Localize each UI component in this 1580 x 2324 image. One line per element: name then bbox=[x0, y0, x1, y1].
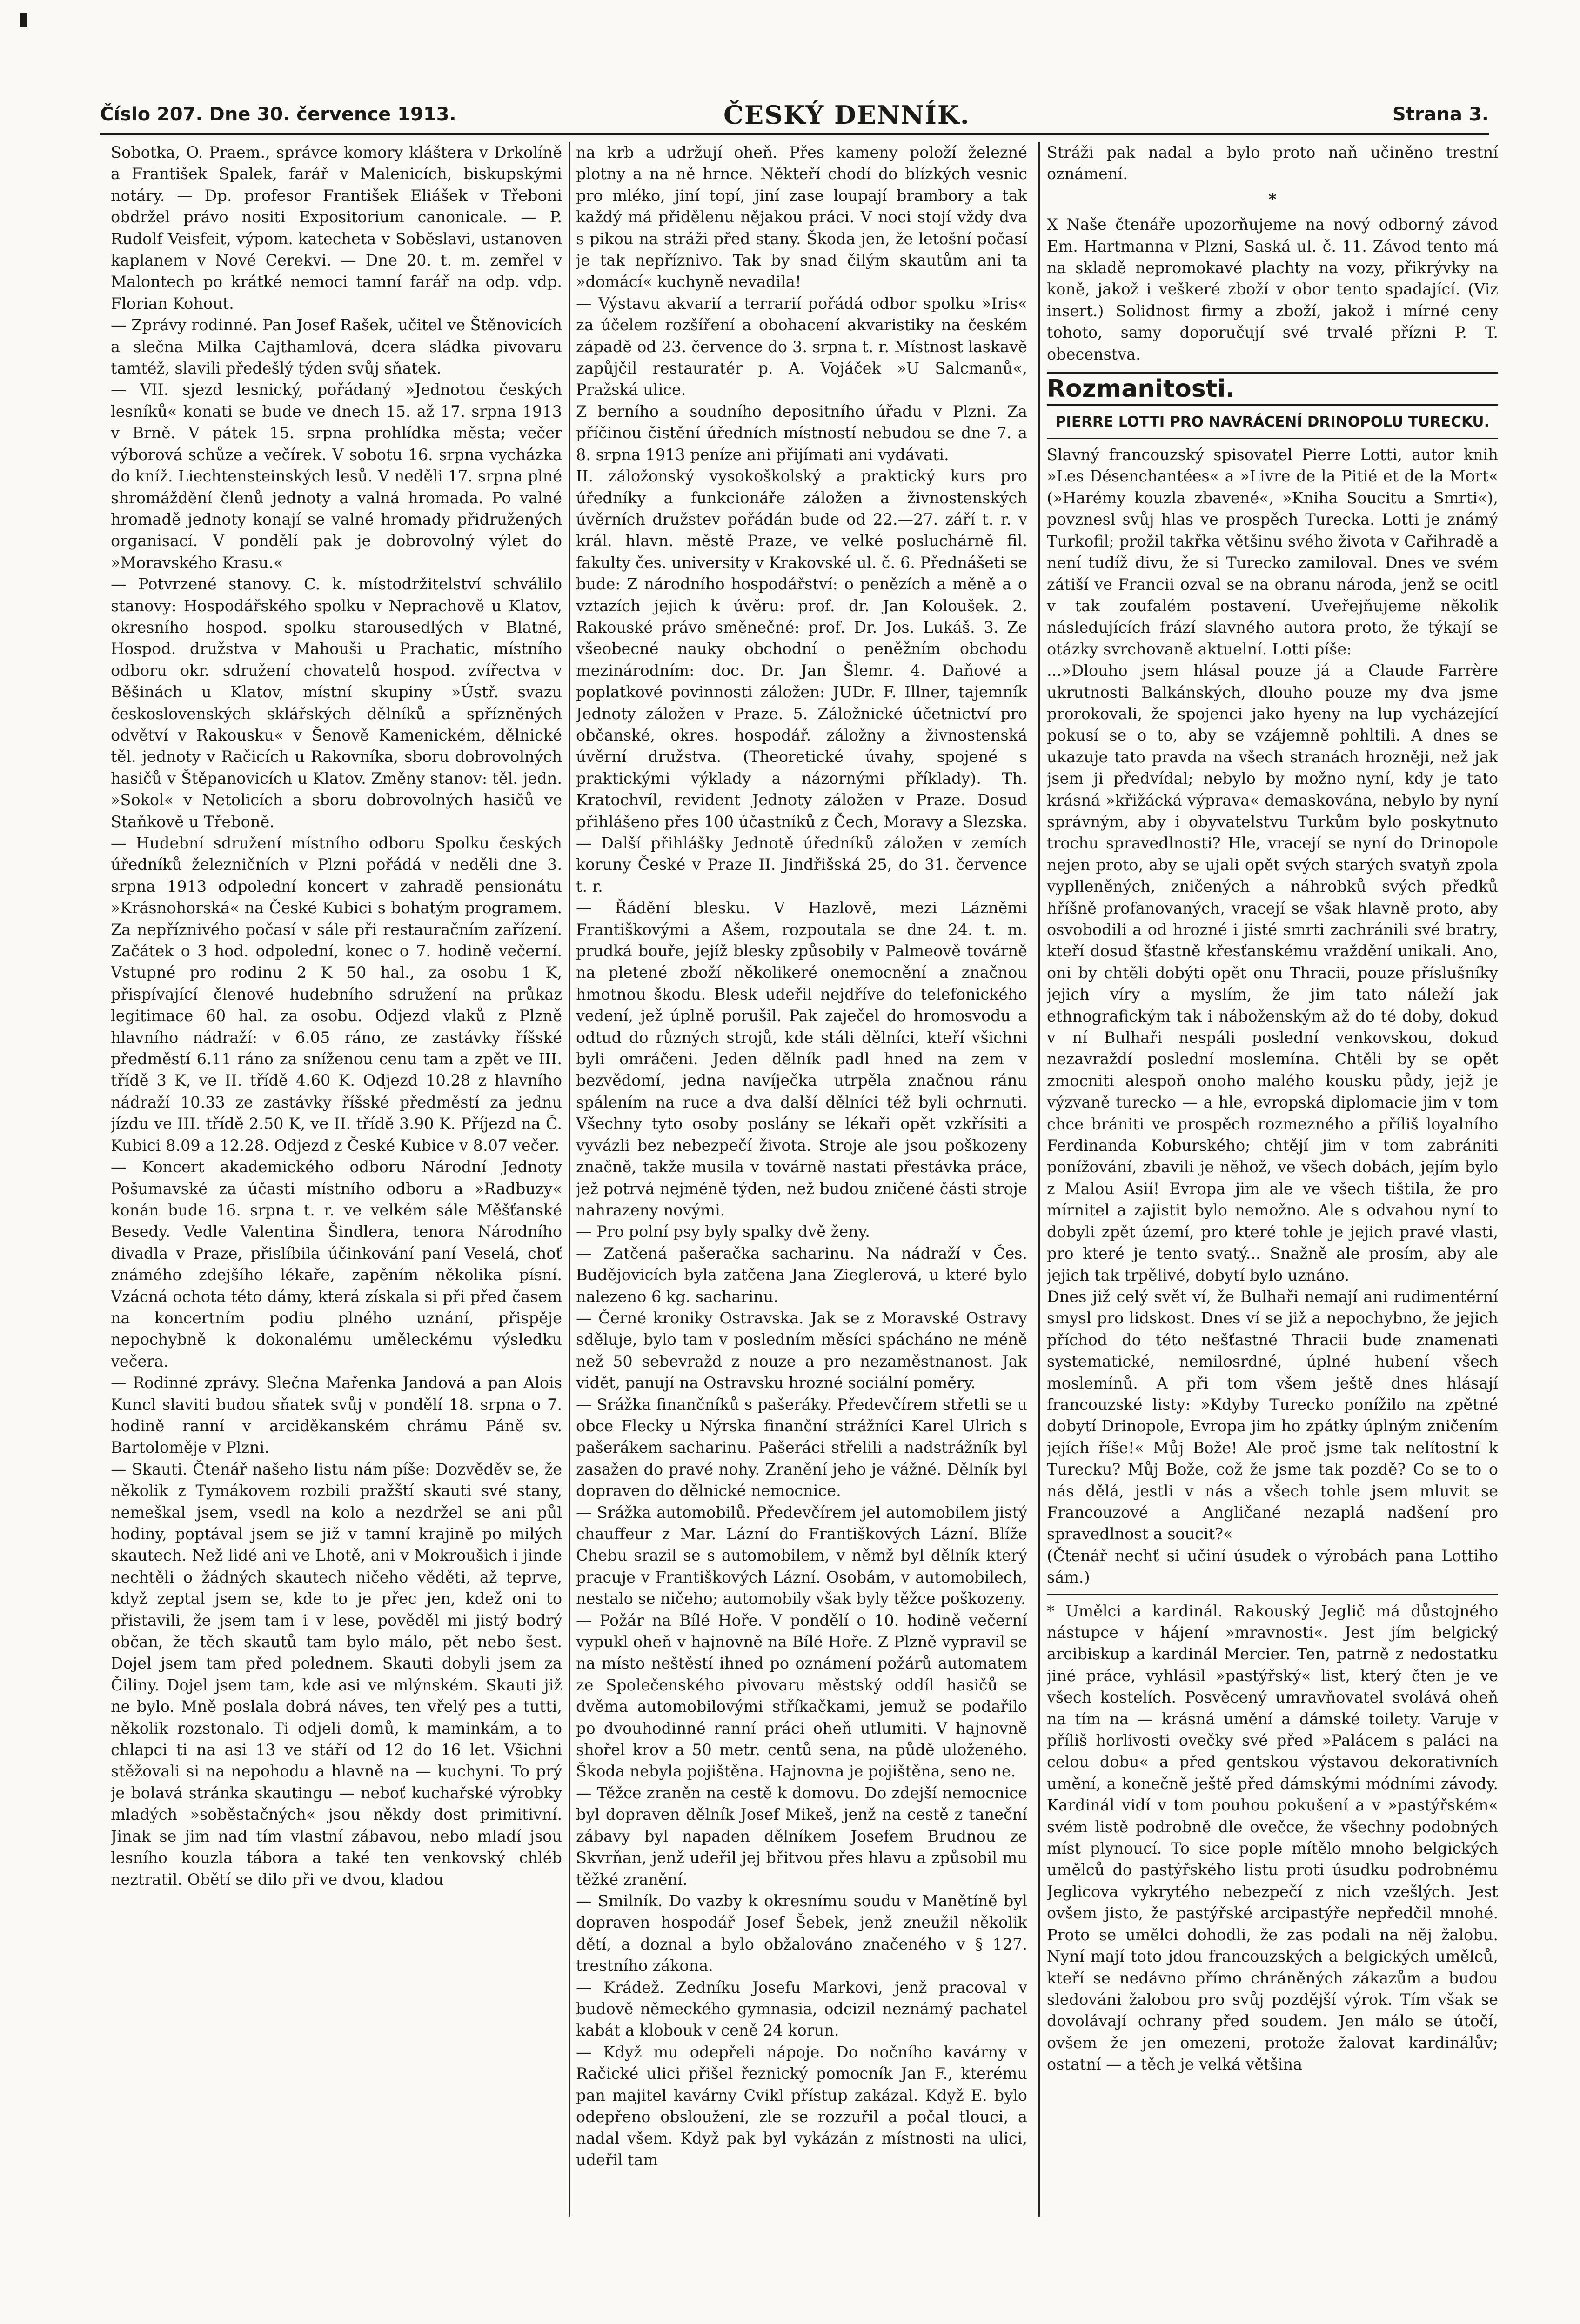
article-paragraph: Sobotka, O. Praem., správce komory kláštera v Drkolíně a František Spalek, farář v Malenicích, biskupskými notáry. — Dp. profesor František Eliášek v Třeboni obdržel právo nositi Expositorium canonicale. — P. Rudolf Veisfeit, výpom. katecheta v Soběslavi, ustanoven kaplanem v Nové Cerekvi. — Dne 20. t. m. zemřel v Malontech po krátké nemoci tamní farář na odp. vdp. Florian Kohout. bbox=[111, 143, 562, 313]
article-paragraph: * Umělci a kardinál. Rakouský Jeglič má důstojného nástupce v hájení »mravnosti«. Jest jím belgický arcibiskup a kardinál Mercier. Ten, patrně z nedostatku jiné práce, vyhlásil »pastýřský« list, který čten je ve všech kostelích. Posvěcený umravňovatel svolává oheň na tím na — krásná umění a dámské toilety. Varuje v příliš horlivosti ovečky své před »Palácem s paláci na celou dobu« a před gentskou výstavou dekorativních umění, a konečně ještě před dámskými módními závody. Kardinál vidí v tom pouhou pokušení a v »pastýřském« svém listě podrobně dle ovečce, že všechny podobných míst plynoucí. To sice pople mítělo mnoho belgických umělců do pastýřského listu proti úsudku podrobnému Jeglicova vykrytého nebezpečí z nich vzešlých. Jest ovšem jisto, že pastýřské arcipastýře nepředčil mnohé. Proto se umělci dohodli, že zas podali na něj žalobu. Nyní mají toto jdou francouzských a belgických umělců, kteří se nedávno přímo chráněných zákazům a budou sledováni žalobou pro svůj pozdější výrok. Tím však se dovolávají ochrany před soudem. Jen málo se útočí, ovšem že jen omezeni, protože žalovat kardinálův; ostatní — a těch je velká většina bbox=[1047, 1602, 1498, 2074]
article-paragraph: — Pro polní psy byly spalky dvě ženy. bbox=[576, 1222, 870, 1241]
article-paragraph: — Požár na Bílé Hoře. V pondělí o 10. hodině večerní vypukl oheň v hajnovně na Bílé Hoře. Z Plzně vypravil se na místo neštěstí ihned po oznámení požárů automatem ze Společenského pivovaru městský oddíl hasičů se dvěma automobilovými stříkačkami, jemuž se podařilo po dvouhodinné ranní práci oheň utlumiti. V hajnovně shořel krov a 50 metr. centů sena, na půdě uloženého. Škoda nebyla pojištěna. Hajnovna je pojištěna, seno ne. bbox=[576, 1611, 1027, 1781]
issue-date bbox=[100, 104, 456, 125]
section-title: Rozmanitosti. bbox=[1047, 372, 1498, 406]
article-paragraph: (Čtenář nechť si učiní úsudek o výrobách pana Lottiho sám.) bbox=[1047, 1546, 1498, 1587]
article-paragraph: — Potvrzené stanovy. C. k. místodržitelství schválilo stanovy: Hospodářského spolku v Neprachově u Klatov, okresního hospod. spolku starousedlých v Blatné, Hospod. družstva v Mahouši u Prachatic, místního odboru okr. sdružení chovatelů hospod. zvířectva v Běšinách u Klatov, místní skupiny »Ústř. svazu československých sklářských dělníků a spřízněných odvětví v Rakousku« v Šenově Kamenickém, dělnické těl. jednoty v Račicích u Rakovníka, sboru dobrovolných hasičů v Štěpanovicích u Klatov. Změny stanov: těl. jedn. »Sokol« v Netolicích a sboru dobrovolných hasičů ve Staňkově u Třeboně. bbox=[111, 575, 562, 831]
article-paragraph: — Hudební sdružení místního odboru Spolku českých úředníků železničních v Plzni pořádá v neděli dne 3. srpna 1913 odpolední koncert v zahradě pensionátu »Krásnohorská« na České Kubici s bohatým programem. Za nepříznivého počasí v sále při restauračním zařízení. Začátek o 3 hod. odpolední, konec o 7. hodině večerní. Vstupné pro rodinu 2 K 50 hal., za osobu 1 K, přispívající členové hudebního sdružení na průkaz legitimace 60 hal. za osobu. Odjezd vlaků z Plzně hlavního nádraží: v 6.05 ráno, ze zastávky říšské předměstí 6.11 ráno za sníženou cenu tam a zpět ve III. třídě 3 K, ve II. třídě 4.60 K. Odjezd 10.28 z hlavního nádraží 10.33 ze zastávky říšské předměstí za jednu jízdu ve III. třídě 2.50 K, ve II. třídě 3.90 K. Příjezd na Č. Kubici 8.09 a 12.28. Odjezd z České Kubice v 8.07 večer. bbox=[111, 834, 562, 1155]
article-paragraph: — Koncert akademického odboru Národní Jednoty Pošumavské za účasti místního odboru a »Radbuzy« konán bude 16. srpna t. r. ve velkém sále Měšťanské Besedy. Vedle Valentina Šindlera, tenora Národního divadla v Praze, přislíbila účinkování paní Veselá, choť známého zdejšího lékaře, zapěním několika písní. Vzácná ochota této dámy, která získala si při před časem na koncertním podiu plného uznání, přispěje nepochybně k dokonalému uměleckému výsledku večera. bbox=[111, 1158, 562, 1370]
advertisement-notice: X Naše čtenáře upozorňujeme na nový odborný závod Em. Hartmanna v Plzni, Saská ul. č. 11. Závod tento má na skladě nepromokavé plachty na vozy, přikrývky na koně, jakož i veškeré zboží v obor tento spadající. (Viz insert.) Solidnost firmy a zboží, jakož i mírné ceny tohoto, samy doporučují své trvalé přízni P. T. obecenstva. bbox=[1047, 215, 1498, 363]
article-paragraph: Dnes již celý svět ví, že Bulhaři nemají ani rudimentérní smysl pro lidskost. Dnes ví se již a nepochybno, že jejich příchod do této nešťastné Thracii bude znamenati systematické, nemilosrdné, úplné hubení všech moslemínů. A při tom všem ještě dnes hlásají francouzské listy: »Kdyby Turecko ponížilo na zpětné dobytí Drinopole, Evropa jim ho zpátky úplným zničením jejích říše!« Můj Bože! Ale proč jsme tak nelítostní k Turecku? Můj Bože, což že jsme tak pozdě? Co se to o nás dělá, jestli v nás a všech tohle jsem mluvit se Francouzové a Angličané nezaplá nadšení pro spravedlnost a soucit?« bbox=[1047, 1287, 1498, 1543]
column-2 bbox=[576, 142, 1027, 2217]
column-divider bbox=[569, 142, 570, 2217]
article-paragraph: — Krádež. Zedníku Josefu Markovi, jenž pracoval v budově německého gymnasia, odcizil neznámý pachatel kabát a klobouk v ceně 24 korun. bbox=[576, 1978, 1027, 2040]
article-paragraph: Z berního a soudního depositního úřadu v Plzni. Za příčinou čistění úředních místností nebudou se dne 7. a 8. srpna 1913 peníze ani přijímati ani vydávati. bbox=[576, 402, 1027, 464]
masthead-title: ČESKÝ DENNÍK. bbox=[723, 100, 970, 130]
article-paragraph: ...»Dlouho jsem hlásal pouze já a Claude Farrère ukrutnosti Balkánských, dlouho pouze my dva jsme prorokovali, že spojenci jako hyeny na lup vycházející pokusí se o to, aby se vzájemně pohltili. A dnes se ukazuje tato pravda na všech stranách hrozněji, než jak jsem ji předvídal; nebylo by možno nyní, kdy je tato krásná »křižácká výprava« demaskována, nebylo by nyní správným, aby i obyvatelstvu Turkům bylo poskytnuto trochu spravedlnosti? Hle, vracejí se nyní do Drinopole nejen proto, aby se ujali opět svých starých svatyň zpola vyplleněných, zničených a náhrobků svých předků hříšně profanovaných, vracejí se však hlavně proto, aby osvobodili a od hrozné i jisté smrti zachránili své bratry, kteří dosud šťastně křesťanskému vraždění unikali. Ano, oni by chtěli dobýti opět onu Thracii, pouze příslušníky jejich víry a myslím, že jim tato náleží jak ethnografickým tak i náboženským až do té doby, dokud v ní Bulhaři nespáli poslední venkovskou, dokud nezavraždí poslední moslemína. Chtěli by se opět zmocniti alespoň onoho malého kousku půdy, jejž je výzvaně turecko — a hle, evropská diplomacie jim v tom chce brániti ve prospěch rozmezného a příliš loyalního Ferdinanda Koburského; chtějí jim v tom zabrániti ponížování, zbavili je něhož, ve všech dobách, jejím bylo z Malou Asií! Evropa jim ale ve všech tištila, že pro mírnitel a zajistit bylo nemožno. Ale s odvahou nyní to dobyli zpět území, pro které tohle je jejich pravé vlasti, pro které je tento svatý... Snažně ale prosím, aby ale jejich tak trpělivé, dobytí bylo uznáno. bbox=[1047, 661, 1498, 1284]
column-1 bbox=[111, 142, 562, 2217]
article-paragraph: — Když mu odepřeli nápoje. Do nočního kavárny v Račické ulici přišel řeznický pomocník Jan F., kterému pan majitel kavárny Cvikl přístup zakázal. Když E. bylo odepřeno obsloužení, zle se rozzuřil a počal tlouci, a nadal všem. Když pak byl vykázán z místnosti na ulici, udeřil tam bbox=[576, 2043, 1027, 2169]
article-paragraph: — Zatčená pašeračka sacharinu. Na nádraží v Čes. Budějovicích byla zatčena Jana Zieglerová, u které bylo nalezeno 6 kg. sacharinu. bbox=[576, 1244, 1027, 1306]
article-paragraph: Slavný francouzský spisovatel Pierre Lotti, autor knih »Les Désenchantées« a »Livre de la Pitié et de la Mort« (»Harémy kouzla zbavené«, »Kniha Soucitu a Smrti«), povznesl svůj hlas ve prospěch Turecka. Lotti je známý Turkofil; prožil takřka většinu svého života v Cařihradě a není tudíž divu, že si Turecko zamiloval. Dnes ve svém zátiší ve Francii ozval se na obranu národa, jenž se ocitl v tak zoufalém postavení. Uveřejňujeme několik následujících frází slavného autora proto, že týkají se otázky svrchovaně aktuelní. Lotti píše: bbox=[1047, 446, 1498, 658]
article-separator: * bbox=[1268, 190, 1277, 208]
issue-date-text: Dne 30. července 1913. bbox=[209, 104, 456, 125]
article-paragraph: — Výstavu akvarií a terrarií pořádá odbor spolku »Iris« za účelem rozšíření a obohacení akvaristiky na českém západě od 23. července do 3. srpna t. r. Místnost laskavě zapůjčil restauratér p. A. Vojáček »U Salcmanů«, Pražská ulice. bbox=[576, 294, 1027, 399]
scan-mark bbox=[20, 13, 27, 27]
article-paragraph: — Srážka finančníků s pašeráky. Předevčírem střetli se u obce Flecky u Nýrska finanční strážníci Karel Ulrich s pašerákem sacharinu. Pašeráci střelili a nadstrážník byl zasažen do pravé nohy. Zranění jeho je vážné. Dělník byl dopraven do dělnické nemocnice. bbox=[576, 1395, 1027, 1500]
headline-rule bbox=[1047, 438, 1498, 439]
article-paragraph: — Srážka automobilů. Předevčírem jel automobilem jistý chauffeur z Mar. Lázní do Františkových Lázní. Blíže Chebu srazil se s automobilem, v němž byl dělník který pracuje v Františkových Lázní. Osobám, v automobilech, nestalo se ničeho; automobily však byly těžce poškozeny. bbox=[576, 1503, 1027, 1608]
article-rule bbox=[1047, 1594, 1498, 1595]
article-paragraph: Stráži pak nadal a bylo proto naň učiněno trestní oznámení. bbox=[1047, 143, 1498, 183]
article-paragraph: — Skauti. Čtenář našeho listu nám píše: Dozvěděv se, že několik z Tymákovem rozbili pražští skauti své stany, nemeškal jsem, vsedl na kolo a nezdržel se ani půl hodiny, poptával jsem se již v tamní krajině po milých skautech. Než lidé ani ve Lhotě, ani v Mokroušich i jinde nechtěli o žádných skautech ničeho věděti, až teprve, když zeptal jsem se, kde to je přec jen, kdež oni to přistavili, že jsem tam i v lese, pověděl mi jistý bodrý občan, že těch skautů tam bylo málo, pět nebo šest. Dojel jsem tam před polednem. Skauti dobyli jsem za Čiliny. Dojel jsem tam, kde asi ve mlýnském. Skauti již ne bylo. Mně poslala dobrá náves, ten vřelý pes a tutti, několik rozstonalo. Ti odjeli domů, k maminkám, a to chlapci ti na asi 13 ve stáří od 12 do 16 let. Všichni stěžovali si na nepohodu a hlavně na — kuchyni. To prý je bolavá stránka skautingu — neboť kuchařské výrobky mladých »soběstačných« jsou někdy dost primitivní. Jinak se jim nad tím vlastní zábavou, nebo mladí jsou lesního kouzla tábora a také ten venkovský chléb neztratil. Obětí se dilo při ve dvou, kladou bbox=[111, 1460, 562, 1889]
column-divider bbox=[1038, 142, 1040, 2217]
column-3 bbox=[1047, 142, 1498, 2217]
article-paragraph: — Smilník. Do vazby k okresnímu soudu v Manětíně byl dopraven hospodář Josef Šebek, jenž zneužil několik dětí, a doznal a bylo obžalováno značeného v § 127. trestního zákona. bbox=[576, 1891, 1027, 1975]
article-paragraph: — VII. sjezd lesnický, pořádaný »Jednotou českých lesníků« konati se bude ve dnech 15. až 17. srpna 1913 v Brně. V pátek 15. srpna prohlídka města; večer výborová schůze a večírek. V sobotu 16. srpna vycházka do kníž. Liechtensteinských lesů. V neděli 17. srpna plné shromáždění členů jednoty a valná hromada. Po valné hromadě jednoty konají se valné hromady přidružených organisací. V pondělí pak je dobrovolný výlet do »Moravského Krasu.« bbox=[111, 381, 562, 572]
article-paragraph: — Rodinné zprávy. Slečna Mařenka Jandová a pan Alois Kuncl slaviti budou sňatek svůj v pondělí 18. srpna o 7. hodině ranní v arciděkanském chrámu Páně sv. Bartoloměje v Plzni. bbox=[111, 1374, 562, 1457]
article-paragraph: — Černé kroniky Ostravska. Jak se z Moravské Ostravy sděluje, bylo tam v posledním měsíci spácháno ne méně než 50 sebevražd z nouze a pro nezaměstnanost. Jak vidět, panují na Ostravsku hrozné sociální poměry. bbox=[576, 1309, 1027, 1392]
issue-number: Číslo 207. bbox=[100, 104, 203, 125]
article-headline: PIERRE LOTTI PRO NAVRÁCENÍ DRINOPOLU TURECKU. bbox=[1055, 414, 1490, 431]
page-header bbox=[100, 100, 1489, 135]
article-paragraph: II. záložonský vysokoškolský a praktický kurs pro úředníky a funkcionáře záložen a živnostenských úvěrních družstev pořádán bude od 22.—27. září t. r. v král. hlavn. městě Praze, ve velké posluchárně fil. fakulty čes. university v Krakovské ul. č. 6. Přednášeti se bude: Z národního hospodářství: o penězích a měně a o vztazích jejich k úvěru: prof. dr. Jan Koloušek. 2. Rakouské právo směnečné: prof. Dr. Jos. Lukáš. 3. Ze všeobecné nauky obchodní o peněžním obchodu mezinárodním: doc. Dr. Jan Šlemr. 4. Daňové a poplatkové povinnosti záložen: JUDr. F. Illner, tajemník Jednoty záložen v Praze. 5. Záložnické účetnictví pro občanské, okres. hospodář. záložny a živnostenská úvěrní družstva. (Theoretické úvahy, spojené s praktickými výklady a názornými příklady). Th. Kratochvíl, revident Jednoty záložen v Praze. Dosud přihlášeno přes 100 účastníků z Čech, Moravy a Slezska. — Další přihlášky Jednotě úředníků záložen v zemích koruny České v Praze II. Jindřišská 25, do 31. července t. r. bbox=[576, 467, 1027, 895]
article-paragraph: na krb a udržují oheň. Přes kameny položí železné plotny a na ně hrnce. Někteří chodí do blízkých vesnic pro mléko, jiní topí, jiní zase loupají brambory a tak každý má přidělenu nějakou práci. V noci stojí vždy dva s pikou na stráži před stany. Škoda jen, že letošní počasí je tak nepříznivo. Tak by snad čilým skautům ani ta »domácí« kuchyně nevadila! bbox=[576, 143, 1027, 291]
article-paragraph: — Těžce zraněn na cestě k domovu. Do zdejší nemocnice byl dopraven dělník Josef Mikeš, jenž na cestě z taneční zábavy byl napaden dělníkem Josefem Brudnou ze Skvrňan, jenž udeřil jej břitvou přes hlavu a způsobil mu těžké zranění. bbox=[576, 1783, 1027, 1889]
article-paragraph: — Řádění blesku. V Hazlově, mezi Lázněmi Františkovými a Ašem, rozpoutala se dne 24. t. m. prudká bouře, jejíž blesky způsobily v Palmeově továrně na pletené zboží několikeré onemocnění a značnou hmotnou škodu. Blesk udeřil nejdříve do telefonického vedení, jež úplně porušil. Pak zaječel do hromosvodu a odtud do různých strojů, kde stáli dělníci, kteří všichni byli omráčeni. Jeden dělník padl hned na zem v bezvědomí, jedna navíječka utrpěla značnou ránu spálením na ruce a dva další dělníci též byli ochrnuti. Všechny tyto osoby poslány se lékaři opět vzkřísiti a vyvázli bez nebezpečí života. Stroje ale jsou poškozeny značně, takže musila v továrně nastati přestávka práce, jež potrvá nejméně týden, než budou zničené části stroje nahrazeny novými. bbox=[576, 899, 1027, 1219]
article-paragraph: — Zprávy rodinné. Pan Josef Rašek, učitel ve Štěnovicích a slečna Milka Cajthamlová, dcera sládka pivovaru tamtéž, slavili předešlý týden svůj sňatek. bbox=[111, 316, 562, 378]
page-number: Strana 3. bbox=[1392, 104, 1489, 125]
